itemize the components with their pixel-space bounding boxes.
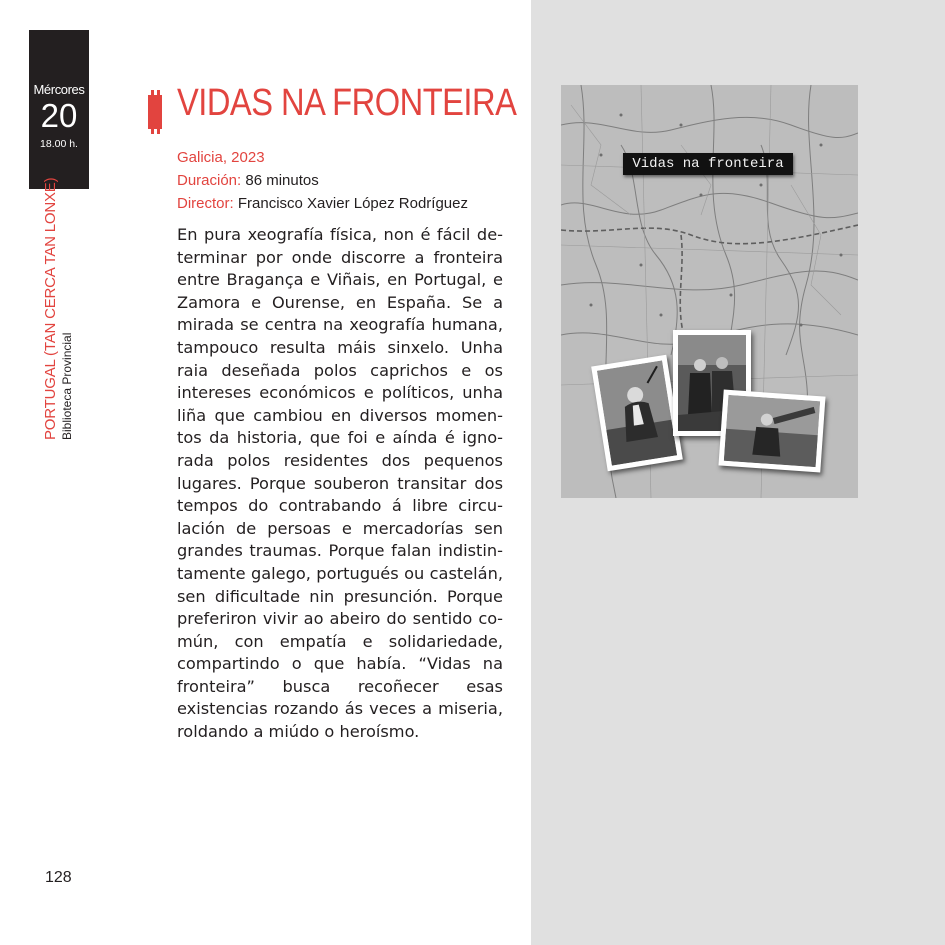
title-marker — [148, 90, 162, 134]
date-box — [29, 30, 89, 189]
poster-title-label: Vidas na fronteira — [623, 153, 793, 175]
poster-photo-left — [591, 355, 683, 472]
film-director-row — [177, 192, 468, 215]
film-poster — [561, 85, 858, 498]
side-caption — [42, 177, 74, 440]
duration-value: 86 minutos — [245, 172, 319, 189]
film-title: VIDAS NA FRONTEIRA — [177, 82, 517, 124]
poster-photo-right — [718, 390, 825, 473]
duration-label: Duración: — [177, 172, 242, 189]
director-value: Francisco Xavier López Rodríguez — [237, 195, 468, 212]
director-label: Director: — [177, 195, 234, 212]
cycle-name: PORTUGAL (TAN CERCA TAN LONXE) — [42, 177, 59, 440]
date-time: 18.00 h. — [40, 138, 78, 150]
page-number: 128 — [45, 869, 72, 886]
venue-name: Biblioteca Provincial — [60, 332, 74, 440]
date-weekday: Mércores — [33, 82, 85, 97]
date-day: 20 — [40, 97, 78, 134]
film-duration-row — [177, 169, 468, 192]
film-synopsis: En pura xeografía física, non é fácil determinar por onde discorre a fronteira entre Bragança e Viñais, en Portugal, e Zamora e Ourense, en España. Se a mirada se centra na xeografía humana, tampouco resulta máis sinxelo. Unha raia deseñada polos caprichos e os intereses económicos e políticos, unha liña que cambiou en diversos momentos da historia, que foi e aínda é ignorada polos residentes dos pequenos lugares. Porque souberon transitar dos tempos do contrabando á libre circulación de persoas e mercadorías sen grandes traumas. Porque falan indistintamente galego, portugués ou castelán, sen dificultade nin presunción. Porque preferiron vivir ao abeiro do sentido común, con empatía e solidariedade, compartindo o que había. “Vidas na fronteira” busca recoñecer esas existencias rozando ás veces a miseria, roldando a miúdo o heroísmo. — [177, 225, 503, 742]
film-origin: Galicia, 2023 — [177, 149, 265, 166]
film-meta — [177, 146, 468, 215]
